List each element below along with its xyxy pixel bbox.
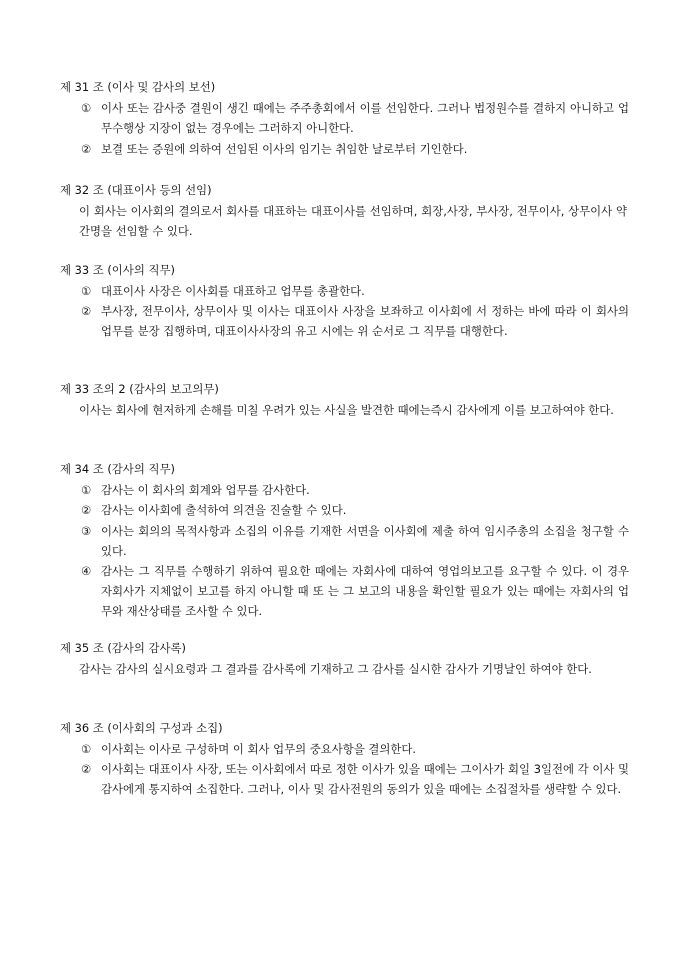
item-number: ①	[81, 101, 92, 115]
article-title: 제 36 조 (이사회의 구성과 소집)	[60, 721, 223, 735]
article-body: 감사는 감사의 실시요령과 그 결과를 감사록에 기재하고 그 감사를 실시한 감사가 기명날인 하여야 한다.	[79, 662, 592, 676]
article-body: 이사는 회사에 현저하게 손해를 미칠 우려가 있는 사실을 발견한 때에는즉시 감사에게 이를 보고하여야 한다.	[79, 403, 614, 417]
item-number: ④	[81, 564, 92, 578]
article-title: 제 34 조 (감사의 직무)	[60, 462, 175, 476]
item-text: 부사장, 전무이사, 상무이사 및 이사는 대표이사 사장을 보좌하고 이사회에 서 정하는 바에 따라 이 회사의 업무를 분장 집행하며, 대표이사사장의 유고 시에는 위 순서로 그 직무를 대행한다.	[101, 304, 629, 338]
item-text: 감사는 이사회에 출석하여 의견을 진술할 수 있다.	[101, 503, 347, 517]
item-text: 이사회는 이사로 구성하며 이 회사 업무의 중요사항을 결의한다.	[101, 742, 417, 756]
item-number: ①	[81, 742, 92, 756]
article-title: 제 31 조 (이사 및 감사의 보선)	[60, 80, 216, 94]
item-text: 감사는 그 직무를 수행하기 위하여 필요한 때에는 자회사에 대하여 영업의보고를 요구할 수 있다. 이 경우 자회사가 지체없이 보고를 하지 아니할 때 또 는 그 보고의 내용을 확인할 필요가 있는 때에는 자회사의 업무와 재산상태를 조사할 수 있다.	[101, 564, 629, 618]
item-text: 대표이사 사장은 이사회를 대표하고 업무를 총괄한다.	[101, 284, 365, 298]
article-title: 제 33 조의 2 (감사의 보고의무)	[60, 382, 219, 396]
item-number: ①	[81, 483, 92, 497]
item-text: 감사는 이 회사의 회계와 업무를 감사한다.	[101, 483, 310, 497]
item-number: ②	[81, 762, 92, 776]
article-title: 제 32 조 (대표이사 등의 선임)	[60, 183, 212, 197]
article-body: 이 회사는 이사회의 결의로서 회사를 대표하는 대표이사를 선임하며, 회장,사장, 부사장, 전무이사, 상무이사 약간명을 선임할 수 있다.	[79, 204, 627, 238]
item-number: ③	[81, 524, 92, 538]
item-text: 이사 또는 감사중 결원이 생긴 때에는 주주총회에서 이를 선임한다. 그러나 법정원수를 결하지 아니하고 업무수행상 지장이 없는 경우에는 그러하지 아니한다.	[101, 101, 629, 135]
item-text: 보결 또는 증원에 의하여 선임된 이사의 임기는 취임한 날로부터 기인한다.	[101, 142, 468, 156]
item-number: ②	[81, 142, 92, 156]
item-number: ②	[81, 503, 92, 517]
article-title: 제 35 조 (감사의 감사록)	[60, 641, 186, 655]
item-text: 이사회는 대표이사 사장, 또는 이사회에서 따로 정한 이사가 있을 때에는 그이사가 회일 3일전에 각 이사 및 감사에게 통지하여 소집한다. 그러나, 이사 및 감사전원의 동의가 있을 때에는 소집절차를 생략할 수 있다.	[101, 762, 629, 796]
item-number: ①	[81, 284, 92, 298]
article-title: 제 33 조 (이사의 직무)	[60, 263, 175, 277]
item-text: 이사는 회의의 목적사항과 소집의 이유를 기재한 서면을 이사회에 제출 하여 임시주총의 소집을 청구할 수 있다.	[101, 524, 629, 558]
item-number: ②	[81, 304, 92, 318]
